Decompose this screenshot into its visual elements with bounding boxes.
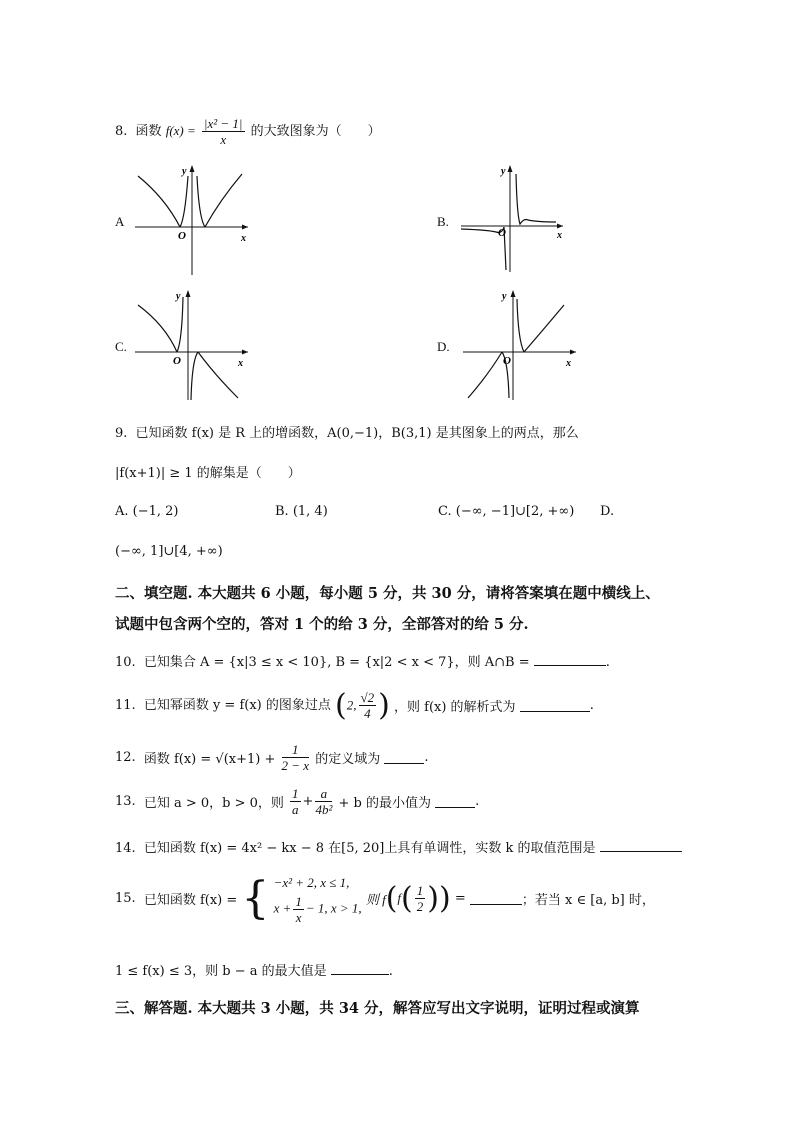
q11 xyxy=(115,688,594,723)
q15-outer-paren-open: ( xyxy=(385,881,398,916)
q13-answer-blank[interactable] xyxy=(435,795,475,808)
q13-plus: + xyxy=(302,794,314,809)
y-axis-arrow xyxy=(190,165,195,172)
x-label: x xyxy=(241,233,246,244)
y-label: y xyxy=(501,166,506,177)
q8-graph-a xyxy=(130,160,255,278)
curve-left xyxy=(138,176,180,227)
q14-number: 14. xyxy=(115,841,136,856)
curve-right xyxy=(516,174,556,224)
q15-inner-paren-close: ) xyxy=(427,881,439,916)
q9-option-b: B. (1, 4) xyxy=(275,504,328,519)
q11-point-a: 2, xyxy=(346,697,357,713)
q15-number: 15. xyxy=(115,891,136,906)
q15-brace: { xyxy=(241,872,270,924)
q9-line1: 已知函数 f(x) 是 R 上的增函数，A(0,−1)，B(3,1) 是其图象上的两点，那么 xyxy=(135,426,579,441)
q9-option-c: C. (−∞, −1]∪[2, +∞) xyxy=(438,504,575,519)
curve-right xyxy=(205,174,242,227)
x-label: x xyxy=(566,358,571,369)
curve-right xyxy=(198,352,238,398)
y-label: y xyxy=(176,291,181,302)
q9-option-d-label: D. xyxy=(600,504,615,519)
q14-answer-blank[interactable] xyxy=(600,839,682,852)
q8-number: 8. xyxy=(115,124,128,139)
curve-right-asymptote xyxy=(517,299,524,352)
curve-right-asymptote xyxy=(197,176,205,227)
origin-label: O xyxy=(498,227,506,239)
q15-outer-paren-close: ) xyxy=(438,881,451,916)
q13-f2-den: 4b² xyxy=(315,802,333,817)
q15-case2 xyxy=(274,894,362,925)
q8-func-lhs: f(x) = xyxy=(165,123,196,138)
q15-line2 xyxy=(115,960,393,979)
x-axis-arrow xyxy=(242,225,248,230)
x-axis-arrow xyxy=(242,350,248,355)
q8-prefix: 函数 xyxy=(135,124,162,139)
origin-label: O xyxy=(503,355,511,367)
curve-left xyxy=(468,352,502,398)
q11-point-num: √2 xyxy=(360,690,375,705)
q10 xyxy=(115,651,610,670)
curve-left-asymptote xyxy=(180,176,188,227)
y-axis-arrow xyxy=(186,290,191,297)
y-label: y xyxy=(182,166,187,177)
q15-inner-paren-open: ( xyxy=(401,881,413,916)
q15-mid: ；若当 x ∈ [a, b] 时， xyxy=(521,893,655,908)
q8-option-c-label: C. xyxy=(115,339,127,354)
x-axis-arrow xyxy=(557,224,563,229)
q11-paren-open: ( xyxy=(335,688,347,723)
q12-answer-blank[interactable] xyxy=(384,751,424,764)
curve-right-asymptote xyxy=(191,352,198,400)
section3-heading: 三、解答题. 本大题共 3 小题，共 34 分，解答应写出文字说明，证明过程或演算 xyxy=(115,1000,640,1017)
q13-suffix: + b 的最小值为 xyxy=(338,796,431,811)
q13-fraction-2 xyxy=(315,786,332,817)
q10-text: 已知集合 A = {x|3 ≤ x < 10}, B = {x|2 < x < 7}，则 A∩B = xyxy=(143,655,530,670)
section2-heading-line2: 试题中包含两个空的，答对 1 个的给 3 分，全部答对的给 5 分. xyxy=(115,616,529,633)
q13-number: 13. xyxy=(115,794,136,809)
q15-case2-a: x + xyxy=(273,900,292,916)
q8-numerator: |x² − 1| xyxy=(203,116,243,131)
q15-answer-blank-1[interactable] xyxy=(470,892,522,905)
q12-prefix: 函数 f(x) = √(x+1) + xyxy=(143,752,276,767)
x-axis-arrow xyxy=(570,350,576,355)
q8-denominator: x xyxy=(220,132,227,147)
q8-suffix: 的大致图象为（ ） xyxy=(250,124,381,139)
q11-suffix: ，则 f(x) 的解析式为 xyxy=(394,700,516,715)
q8-option-a-label: A xyxy=(115,214,125,229)
q13-prefix: 已知 a > 0，b > 0，则 xyxy=(143,796,284,811)
q15-answer-blank-2[interactable] xyxy=(331,962,389,975)
curve-left xyxy=(138,305,177,352)
q15-eq: = xyxy=(454,891,466,906)
q15-case2-fraction xyxy=(293,894,304,925)
q12-suffix: 的定义域为 xyxy=(315,752,381,767)
q10-answer-blank[interactable] xyxy=(534,653,606,666)
q15-half-den: 2 xyxy=(416,899,424,914)
q9-stem-line1 xyxy=(115,422,579,441)
q11-number: 11. xyxy=(115,698,136,713)
q15-prefix: 已知函数 f(x) = xyxy=(143,893,238,908)
q13 xyxy=(115,786,479,817)
q15-case1: −x² + 2, x ≤ 1, xyxy=(273,875,350,890)
q15-piecewise xyxy=(274,872,362,925)
curve-left-asymptote xyxy=(177,297,183,352)
q15-case2-b: − 1, x > 1, xyxy=(305,900,362,916)
q9-number: 9. xyxy=(115,426,128,441)
q10-number: 10. xyxy=(115,655,136,670)
q8-option-b-label: B. xyxy=(437,214,449,229)
q13-f1-den: a xyxy=(292,802,299,817)
q15-end: . xyxy=(388,964,393,979)
q12-num: 1 xyxy=(282,742,310,758)
q15-case2-den: x xyxy=(295,910,302,925)
q12-fraction xyxy=(282,742,310,773)
q12 xyxy=(115,742,428,773)
q15-case2-num: 1 xyxy=(295,894,302,909)
q15-line2-text: 1 ≤ f(x) ≤ 3，则 b − a 的最大值是 xyxy=(115,964,327,979)
q13-f1-num: 1 xyxy=(292,786,299,801)
q8-graph-d xyxy=(458,285,583,403)
q8-graph-c xyxy=(130,285,255,403)
q9-option-a: A. (−1, 2) xyxy=(115,504,179,519)
q11-end: . xyxy=(589,698,594,713)
origin-label: O xyxy=(178,230,186,242)
x-label: x xyxy=(557,230,562,241)
q12-end: . xyxy=(424,750,429,765)
curve-right xyxy=(524,305,564,352)
y-label: y xyxy=(502,291,507,302)
q11-point-den: 4 xyxy=(364,706,371,721)
q8-stem xyxy=(115,116,381,147)
q14-text: 已知函数 f(x) = 4x² − kx − 8 在[5, 20]上具有单调性，实数 k 的取值范围是 xyxy=(143,841,596,856)
q13-end: . xyxy=(475,794,480,809)
y-axis-arrow xyxy=(508,165,513,172)
q15 xyxy=(115,872,655,925)
q8-fraction xyxy=(202,116,245,147)
q13-f2-num: a xyxy=(315,786,332,802)
q12-den: 2 − x xyxy=(281,758,310,773)
q14 xyxy=(115,837,682,856)
q15-then: 则 f xyxy=(365,892,386,907)
q9-option-d-value: (−∞, 1]∪[4, +∞) xyxy=(115,544,223,559)
q15-inner-f: f xyxy=(397,890,402,906)
section2-heading-line1: 二、填空题. 本大题共 6 小题，每小题 5 分，共 30 分，请将答案填在题中横线上、 xyxy=(115,585,660,602)
q15-half-num: 1 xyxy=(416,883,424,898)
q12-number: 12. xyxy=(115,750,136,765)
q11-point-fraction xyxy=(359,690,377,721)
x-label: x xyxy=(238,358,243,369)
q9-stem-line2 xyxy=(115,462,301,481)
q11-prefix: 已知幂函数 y = f(x) 的图象过点 xyxy=(143,698,331,713)
q15-half-fraction xyxy=(415,883,426,914)
q9-line2: |f(x+1)| ≥ 1 的解集是（ ） xyxy=(115,466,301,481)
origin-label: O xyxy=(173,355,181,367)
q10-end: . xyxy=(605,655,610,670)
q8-option-d-label: D. xyxy=(437,339,450,354)
q11-answer-blank[interactable] xyxy=(520,699,590,712)
q11-paren-close: ) xyxy=(378,688,390,723)
q8-graph-b xyxy=(458,160,570,278)
y-axis-arrow xyxy=(511,290,516,297)
q13-fraction-1 xyxy=(290,786,301,817)
